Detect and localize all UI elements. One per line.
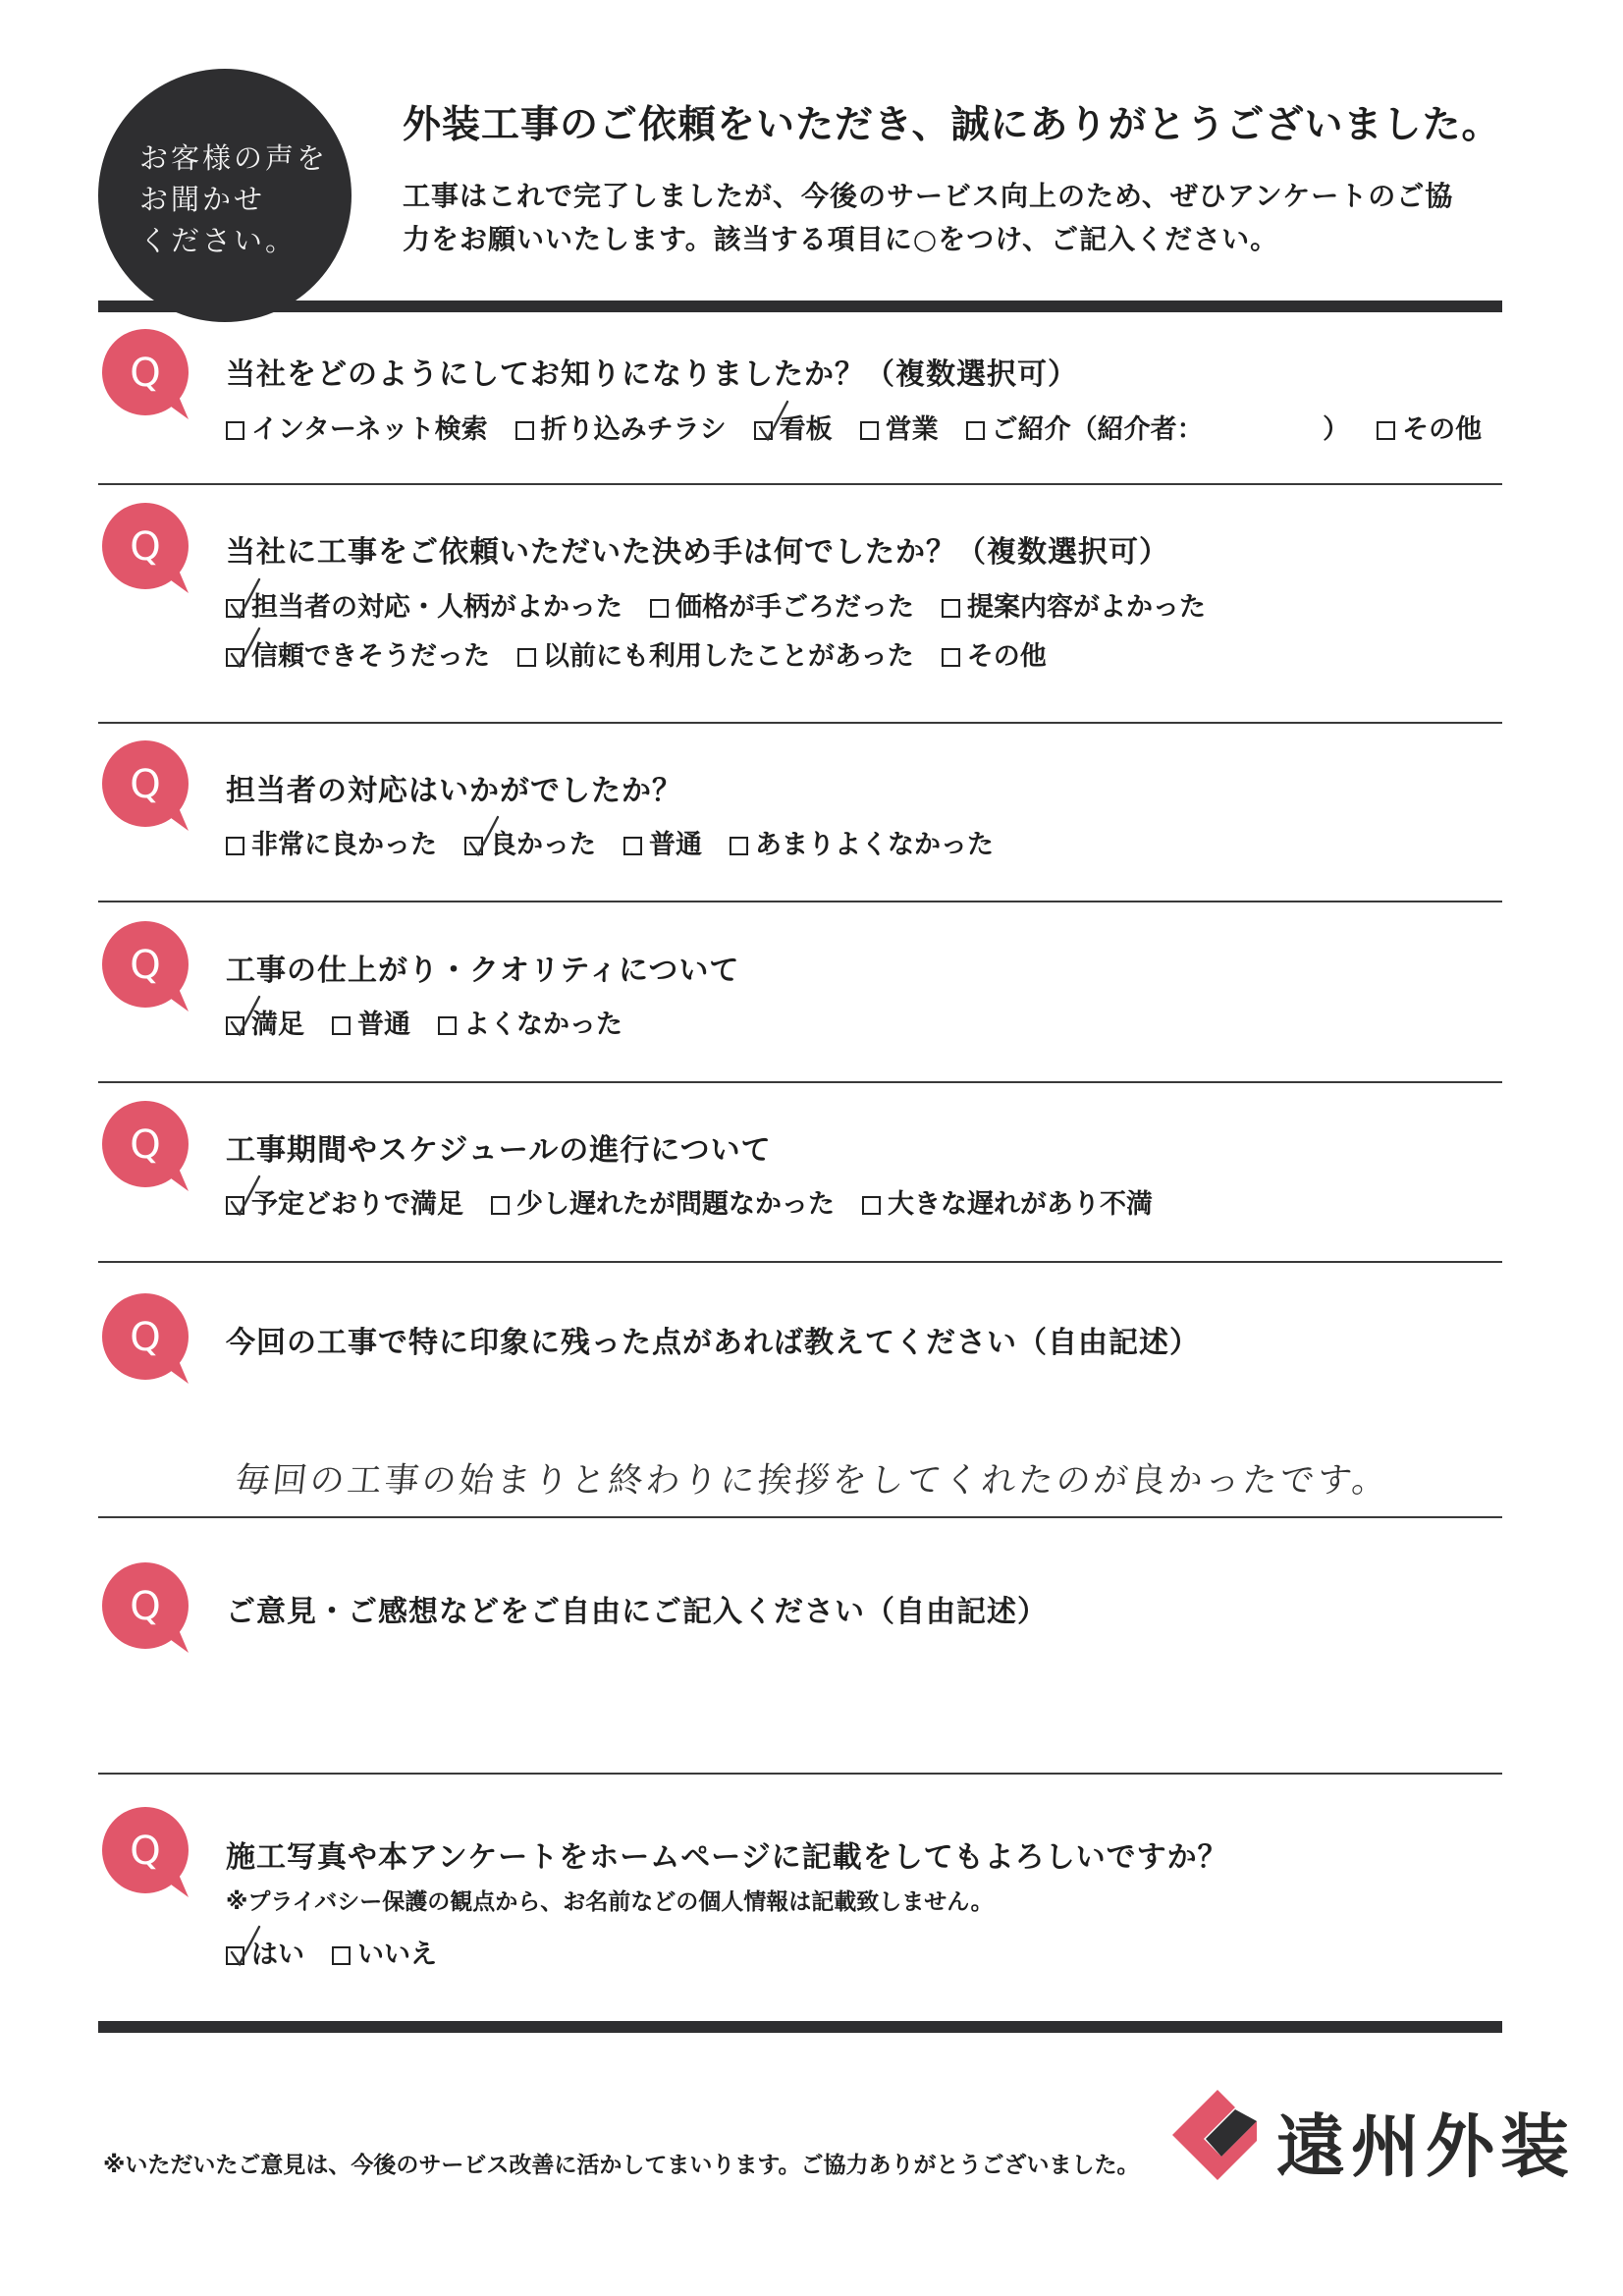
question-8-options [226, 1939, 464, 1972]
checkbox[interactable] [491, 1196, 510, 1215]
badge-line: ください。 [139, 224, 298, 257]
checkbox-option[interactable] [226, 1009, 304, 1042]
checkbox[interactable] [942, 648, 960, 667]
checkbox[interactable] [226, 648, 244, 667]
check-icon [229, 577, 262, 621]
checkbox-option[interactable] [517, 640, 914, 674]
q-label: Q [130, 524, 161, 570]
checkbox[interactable] [942, 599, 960, 618]
checkbox-option[interactable] [942, 591, 1206, 625]
checkbox[interactable] [730, 837, 748, 855]
speech-bubble-q-icon [98, 1291, 192, 1386]
question-4-options [226, 1009, 650, 1042]
question-1-text: 当社をどのようにしてお知りになりましたか？（複数選択可） [226, 357, 1078, 392]
checkbox[interactable] [1377, 421, 1395, 440]
checkbox-option[interactable] [860, 413, 939, 447]
intro-line: 力をお願いいたします。該当する項目に○をつけ、ご記入ください。 [403, 223, 1279, 255]
check-icon [229, 1925, 262, 1968]
checkbox-option[interactable] [491, 1188, 835, 1222]
check-icon [229, 1175, 262, 1218]
question-4-text: 工事の仕上がり・クオリティについて [226, 954, 740, 988]
speech-bubble-q-icon [98, 738, 192, 833]
checkbox[interactable] [515, 421, 534, 440]
question-2-text: 当社に工事をご依頼いただいた決め手は何でしたか？（複数選択可） [226, 535, 1169, 570]
checkbox[interactable] [226, 837, 244, 855]
checkbox-option[interactable] [862, 1188, 1153, 1222]
question-5-options [226, 1188, 1180, 1222]
checkbox[interactable] [226, 1196, 244, 1215]
checkbox-option[interactable] [515, 413, 727, 447]
checkbox[interactable] [623, 837, 642, 855]
checkbox[interactable] [438, 1016, 457, 1035]
option-label: 良かった [490, 830, 596, 860]
option-label: 担当者の対応・人柄がよかった [251, 592, 622, 623]
checkbox-option[interactable] [226, 829, 437, 862]
page-title: 外装工事のご依頼をいただき、誠にありがとうございました。 [403, 103, 1501, 147]
checkbox-option[interactable] [966, 413, 1350, 447]
badge-line: お聞かせ [139, 183, 266, 216]
checkbox[interactable] [464, 837, 483, 855]
footer-note: ※いただいたご意見は、今後のサービス改善に活かしてまいります。ご協力ありがとうございました。 [103, 2153, 1140, 2178]
section-divider [98, 722, 1502, 724]
option-label: 信頼できそうだった [251, 641, 490, 672]
checkbox[interactable] [332, 1016, 351, 1035]
checkbox[interactable] [650, 599, 669, 618]
option-label: 普通 [357, 1010, 410, 1040]
option-label: 提案内容がよかった [967, 592, 1206, 623]
checkbox-option[interactable] [1377, 413, 1482, 447]
checkbox[interactable] [966, 421, 985, 440]
checkbox-option[interactable] [226, 413, 488, 447]
checkbox-option[interactable] [730, 829, 994, 862]
option-label: あまりよくなかった [755, 830, 994, 860]
checkbox-option[interactable] [226, 1939, 304, 1972]
option-label: 以前にも利用したことがあった [543, 641, 914, 672]
option-label: 看板 [779, 414, 833, 445]
option-label: 普通 [649, 830, 702, 860]
checkbox-option[interactable] [650, 591, 914, 625]
question-8-text: 施工写真や本アンケートをホームページに記載をしてもよろしいですか？ [226, 1840, 1228, 1875]
survey-badge [98, 69, 352, 322]
checkbox-option[interactable] [332, 1939, 437, 1972]
check-icon [229, 627, 262, 670]
option-label: その他 [966, 641, 1047, 672]
option-label: 少し遅れたが問題なかった [516, 1189, 835, 1220]
checkbox-option[interactable] [464, 829, 596, 862]
question-7-text: ご意見・ご感想などをご自由にご記入ください（自由記述） [226, 1595, 1048, 1629]
section-divider [98, 901, 1502, 902]
privacy-note: ※プライバシー保護の観点から、お名前などの個人情報は記載致しません。 [226, 1889, 994, 1915]
checkbox[interactable] [226, 1946, 244, 1965]
badge-line: お客様の声を [139, 141, 329, 175]
option-label: 満足 [251, 1010, 304, 1040]
checkbox[interactable] [754, 421, 773, 440]
option-label: 価格が手ごろだった [676, 592, 914, 623]
section-divider [98, 1516, 1502, 1518]
section-divider [98, 1261, 1502, 1263]
checkbox[interactable] [332, 1946, 351, 1965]
header-divider [98, 301, 1502, 312]
checkbox[interactable] [226, 1016, 244, 1035]
speech-bubble-q-icon [98, 1805, 192, 1899]
checkbox-option[interactable] [226, 591, 622, 625]
q-label: Q [130, 351, 161, 396]
speech-bubble-q-icon [98, 1099, 192, 1193]
q-label: Q [130, 1315, 161, 1360]
footer-divider [98, 2021, 1502, 2033]
q-label: Q [130, 1829, 161, 1874]
speech-bubble-q-icon [98, 327, 192, 421]
checkbox-option[interactable] [942, 640, 1047, 674]
section-divider [98, 483, 1502, 485]
option-label: ご紹介（紹介者： ） [991, 414, 1350, 445]
question-6-text: 今回の工事で特に印象に残った点があれば教えてください（自由記述） [226, 1326, 1200, 1360]
section-divider [98, 1081, 1502, 1083]
option-label: よくなかった [463, 1010, 622, 1040]
checkbox-option[interactable] [332, 1009, 410, 1042]
intro-line: 工事はこれで完了しましたが、今後のサービス向上のため、ぜひアンケートのご協 [403, 180, 1454, 212]
checkbox-option[interactable] [623, 829, 702, 862]
option-label: 非常に良かった [251, 830, 437, 860]
section-divider [98, 1773, 1502, 1775]
checkbox[interactable] [226, 599, 244, 618]
checkbox-option[interactable] [754, 413, 833, 447]
option-label: いいえ [357, 1940, 437, 1970]
option-label: 折り込みチラシ [540, 414, 727, 445]
question-3-text: 担当者の対応はいかがでしたか？ [226, 774, 682, 808]
question-5-text: 工事期間やスケジュールの進行について [226, 1133, 772, 1168]
checkbox[interactable] [862, 1196, 881, 1215]
option-label: 営業 [885, 414, 939, 445]
question-1-options [226, 413, 1509, 447]
speech-bubble-q-icon [98, 1560, 192, 1655]
question-3-options [226, 829, 1021, 862]
option-label: インターネット検索 [251, 414, 488, 445]
question-2-options [226, 591, 1233, 625]
company-logo-mark [1166, 2084, 1263, 2186]
check-icon [229, 995, 262, 1038]
intro-text [403, 175, 1453, 261]
checkbox-option[interactable] [226, 1188, 463, 1222]
option-label: 予定どおりで満足 [251, 1189, 463, 1220]
speech-bubble-q-icon [98, 501, 192, 595]
checkbox[interactable] [860, 421, 879, 440]
q-label: Q [130, 1122, 161, 1168]
check-icon [467, 815, 501, 858]
speech-bubble-q-icon [98, 919, 192, 1013]
checkbox[interactable] [226, 421, 244, 440]
handwritten-answer[interactable]: 毎回の工事の始まりと終わりに挨拶をしてくれたのが良かったです。 [233, 1461, 1391, 1501]
checkbox-option[interactable] [226, 640, 490, 674]
option-label: その他 [1402, 414, 1483, 445]
q-label: Q [130, 1584, 161, 1629]
q-label: Q [130, 943, 161, 988]
option-label: はい [251, 1940, 304, 1970]
check-icon [757, 400, 790, 443]
company-logo-text: 遠州外装 [1276, 2105, 1575, 2187]
option-label: 大きな遅れがあり不満 [888, 1189, 1153, 1220]
q-label: Q [130, 762, 161, 807]
question-2-options [226, 640, 1074, 674]
checkbox-option[interactable] [438, 1009, 622, 1042]
checkbox[interactable] [517, 648, 536, 667]
